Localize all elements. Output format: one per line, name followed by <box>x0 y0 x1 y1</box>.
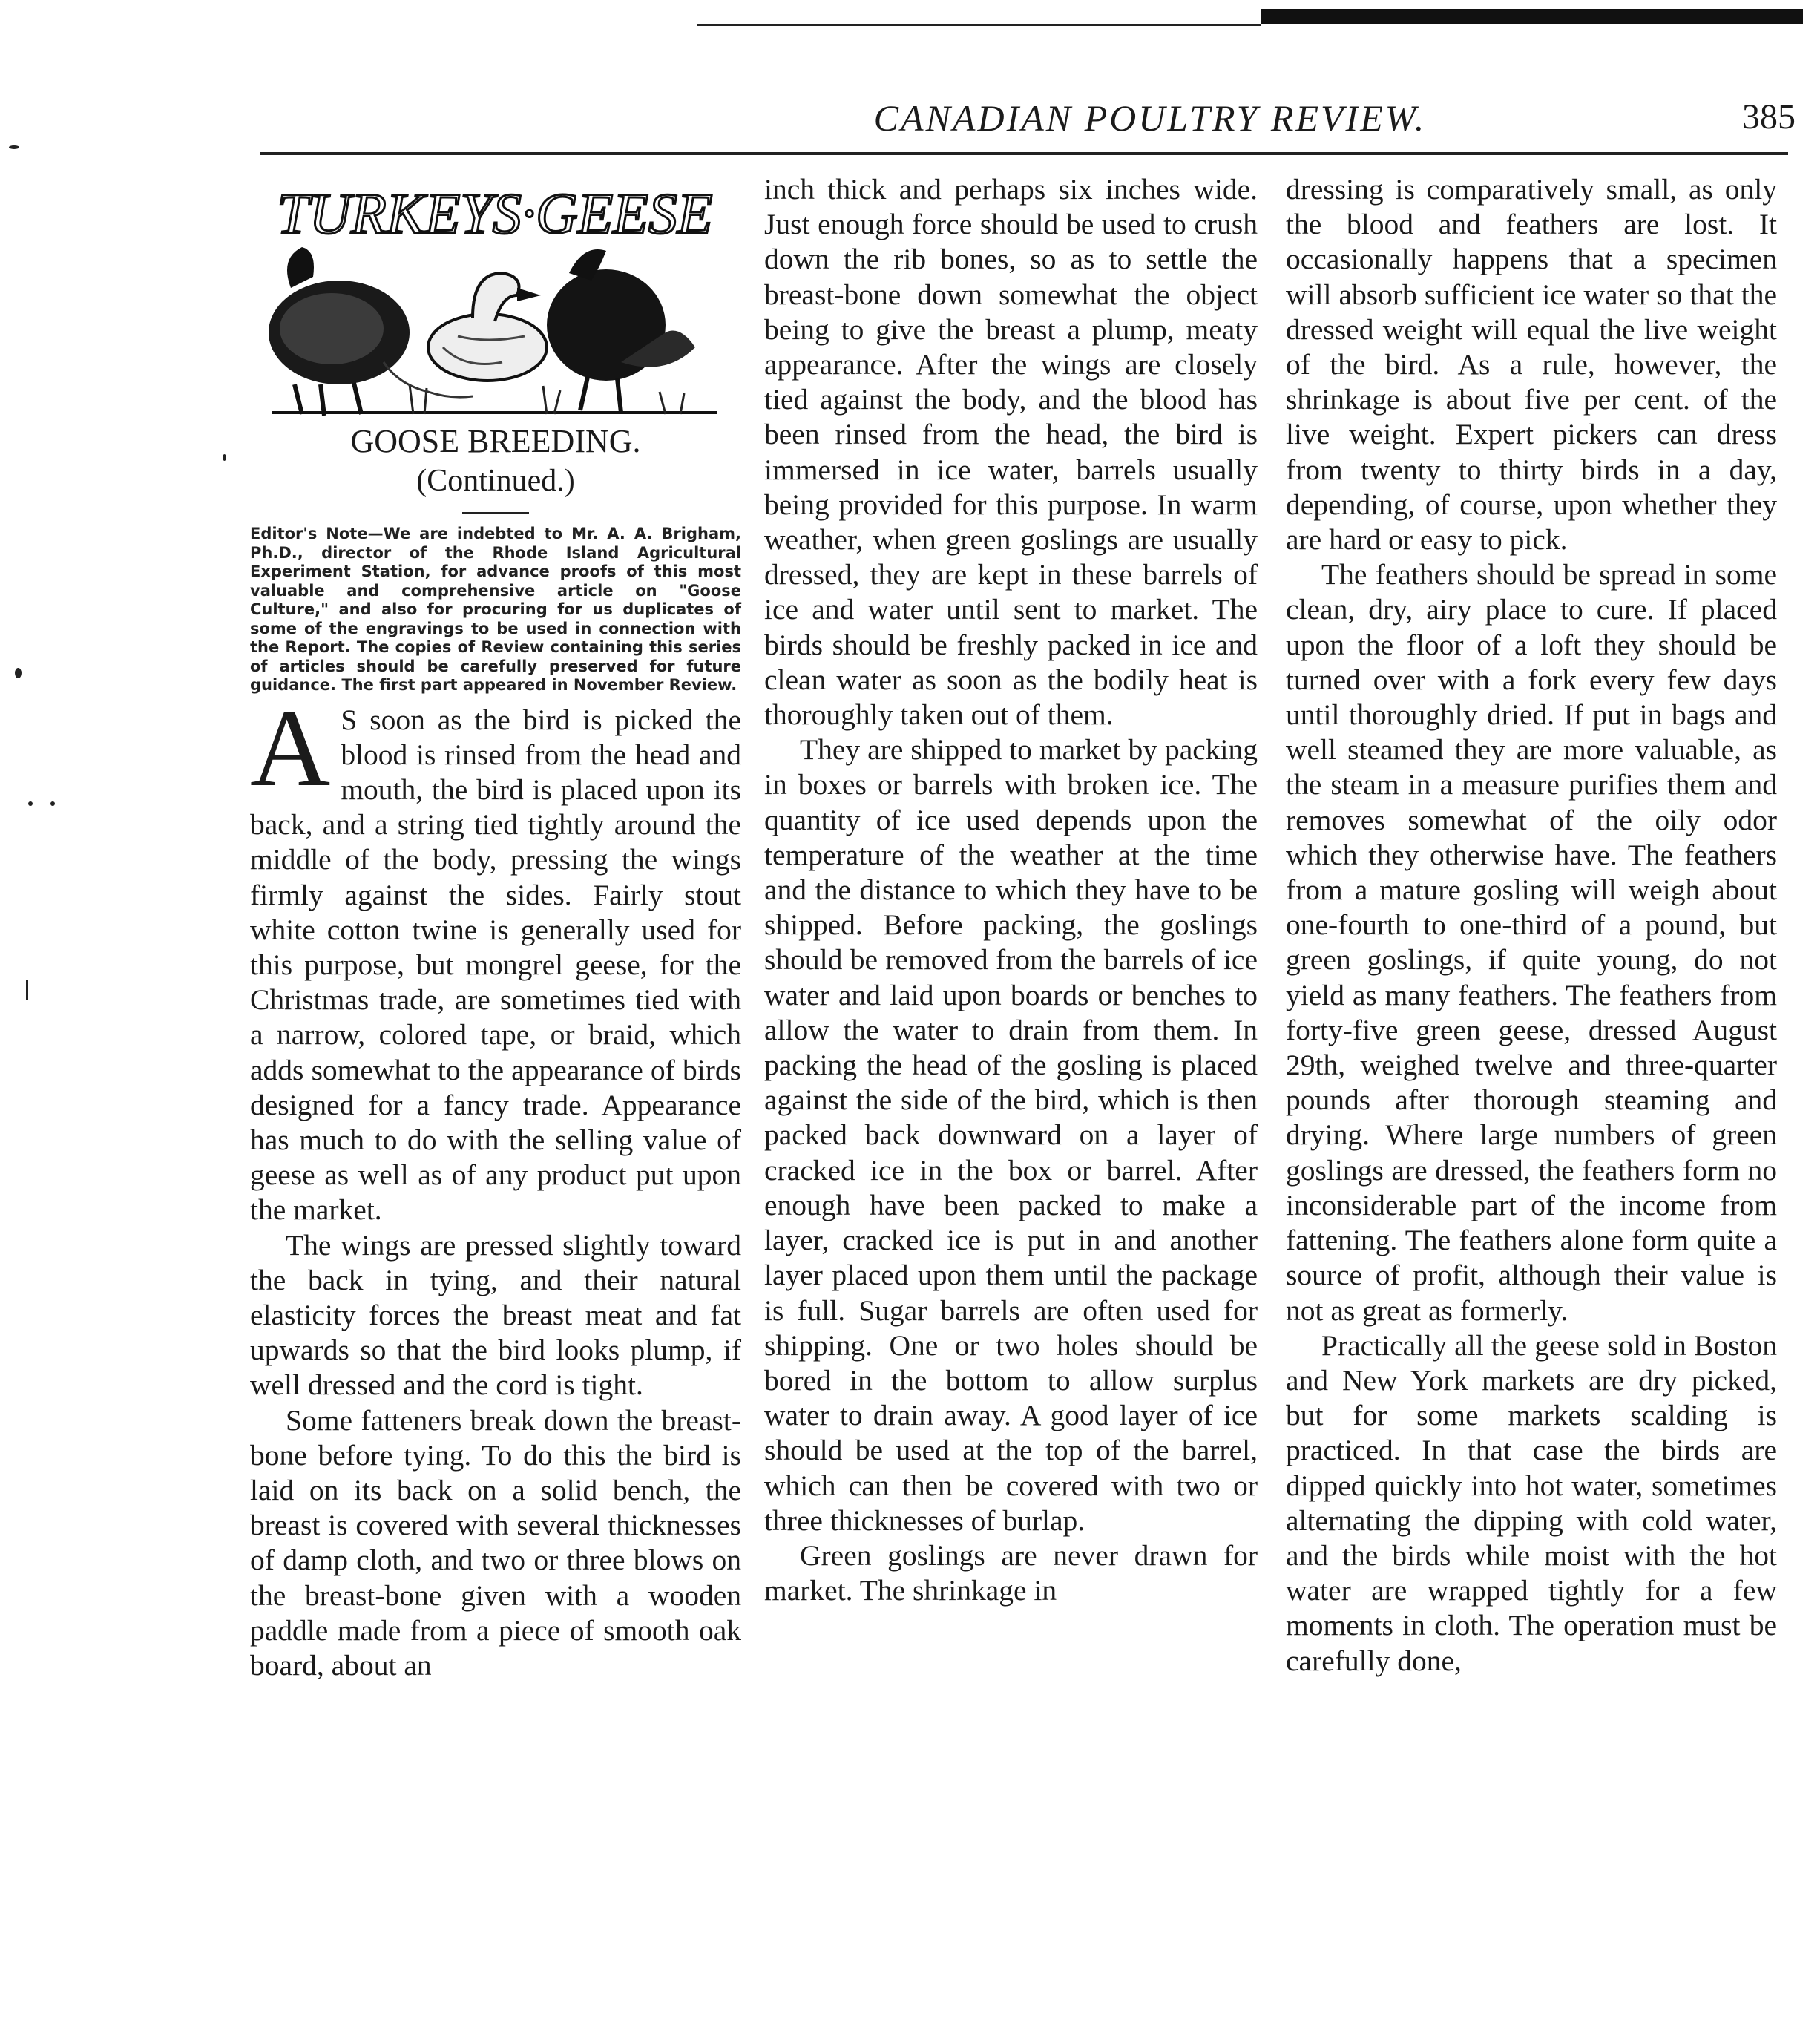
editors-note: Editor's Note—We are indebted to Mr. A. A. Brigham, Ph.D., director of the Rhode Island Agricultural Experiment Station, for advance proofs of this most valuable and comprehensive article on "Goose Culture," and also for procuring for us duplicates of some of the engravings to be used in connection with the Report. The copies of Review containing this series of articles should be carefully preserved for future guidance. The first part appeared in November Review. <box>250 525 741 694</box>
scan-speck <box>50 801 55 806</box>
paragraph: Green goslings are never drawn for market. The shrinkage in <box>764 1538 1258 1607</box>
poultry-engraving-icon <box>250 177 741 422</box>
article-title: GOOSE BREEDING. <box>350 423 641 459</box>
column-1 <box>250 172 741 1683</box>
paragraph: The feathers should be spread in some clean, dry, airy place to cure. If placed upon the floor of a loft they should be turned over with a fork every few days until thoroughly dried. If put in bags and well steamed they are more valuable, as the steam in a measure purifies them and removes somewhat of the oily odor which they otherwise have. The feathers from a mature gosling will weigh about one-fourth to one-third of a pound, but green goslings, if quite young, do not yield as many feathers. The feathers from forty-five green geese, dressed August 29th, weighed twelve and three-quarter pounds after thorough steaming and drying. Where large numbers of green goslings are dressed, the feathers form no inconsiderable part of the income from fattening. The feathers alone form quite a source of profit, although their value is not as great as formerly. <box>1286 558 1777 1327</box>
paragraph: They are shipped to market by packing in boxes or barrels with broken ice. The quantity of ice used depends upon the temperature of the weather at the time and the distance to which they have to be shipped. Before packing, the goslings should be removed from the barrels of ice water and laid upon boards or benches to allow the water to drain from them. In packing the head of the gosling is placed against the side of the bird, which is then packed back downward on a layer of cracked ice in the box or barrel. After enough have been packed to make a layer, cracked ice is put in and another layer placed upon them until the package is full. Sugar barrels are often used for shipping. One or two holes should be bored in the bottom to allow surplus water to drain away. A good layer of ice should be used at the top of the barrel, which can then be covered with two or three thicknesses of burlap. <box>764 733 1258 1537</box>
scan-speck <box>28 801 33 806</box>
column-3 <box>1286 172 1777 1679</box>
scan-speck <box>223 454 226 461</box>
column-2 <box>764 172 1258 1608</box>
scan-speck <box>9 145 19 149</box>
page-header <box>245 96 1796 148</box>
scan-speck <box>15 668 22 678</box>
title-rule <box>462 512 529 514</box>
paragraph <box>250 686 741 1228</box>
scan-speck <box>26 980 28 1000</box>
page-number: 385 <box>1742 97 1796 137</box>
top-scan-rule <box>697 24 1261 26</box>
paragraph: Some fatteners break down the breast-bone before tying. To do this the bird is laid on its back on a solid bench, the breast is covered with several thicknesses of damp cloth, and two or three blows on the breast-bone given with a wooden paddle made from a piece of smooth oak board, about an <box>250 1403 741 1682</box>
poultry-engraving <box>250 177 741 422</box>
paragraph: dressing is comparatively small, as only the blood and feathers are lost. It occasionally happens that a specimen will absorb sufficient ice water so that the dressed weight will equal the live weight of the bird. As a rule, however, the shrinkage is about five per cent. of the live weight. Expert pickers can dress from twenty to thirty birds in a day, depending, of course, upon whether they are hard or easy to pick. <box>1286 173 1777 557</box>
article-subtitle: (Continued.) <box>416 464 575 498</box>
paragraph: Practically all the geese sold in Boston and New York markets are dry picked, but for some markets scalding is practiced. In that case the birds are dipped quickly into hot water, sometimes alternating the dipping with cold water, and the birds while moist with the hot water are wrapped tightly for a few moments in cloth. The operation must be carefully done, <box>1286 1328 1777 1677</box>
running-head: CANADIAN POULTRY REVIEW. <box>873 97 1427 139</box>
header-rule <box>260 152 1788 155</box>
drop-cap: A <box>250 686 331 810</box>
paragraph: inch thick and perhaps six inches wide. Just enough force should be used to crush down the rib bones, so as to settle the breast-bone down somewhat the object being to give the breast a plump, meaty appearance. After the wings are closely tied against the body, and the blood has been rinsed from the head, the bird is immersed in ice water, barrels usually being provided for this purpose. In warm weather, when green goslings are usually dressed, they are kept in these barrels of ice and water until sent to market. The birds should be freshly packed in ice and clean water as soon as the bodily heat is thoroughly taken out of them. <box>764 173 1258 732</box>
engraving-lettering: TURKEYS·GEESE <box>277 181 713 246</box>
paragraph: The wings are pressed slightly toward the back in tying, and their natural elasticity forces the breast meat and fat upwards so that the bird looks plump, if well dressed and the cord is tight. <box>250 1228 741 1402</box>
top-scan-bar <box>1261 9 1803 24</box>
paragraph-text: S soon as the bird is picked the blood is rinsed from the head and mouth, the bird is placed upon its back, and a string tied tightly around the middle of the body, pressing the wings firmly against the sides. Fairly stout white cotton twine is generally used for this purpose, but mongrel geese, for the Christmas trade, are sometimes tied with a narrow, colored tape, or braid, which adds somewhat to the appearance of birds designed for a fancy trade. Appearance has much to do with the selling value of geese as well as of any product put upon the market. <box>250 703 741 1227</box>
